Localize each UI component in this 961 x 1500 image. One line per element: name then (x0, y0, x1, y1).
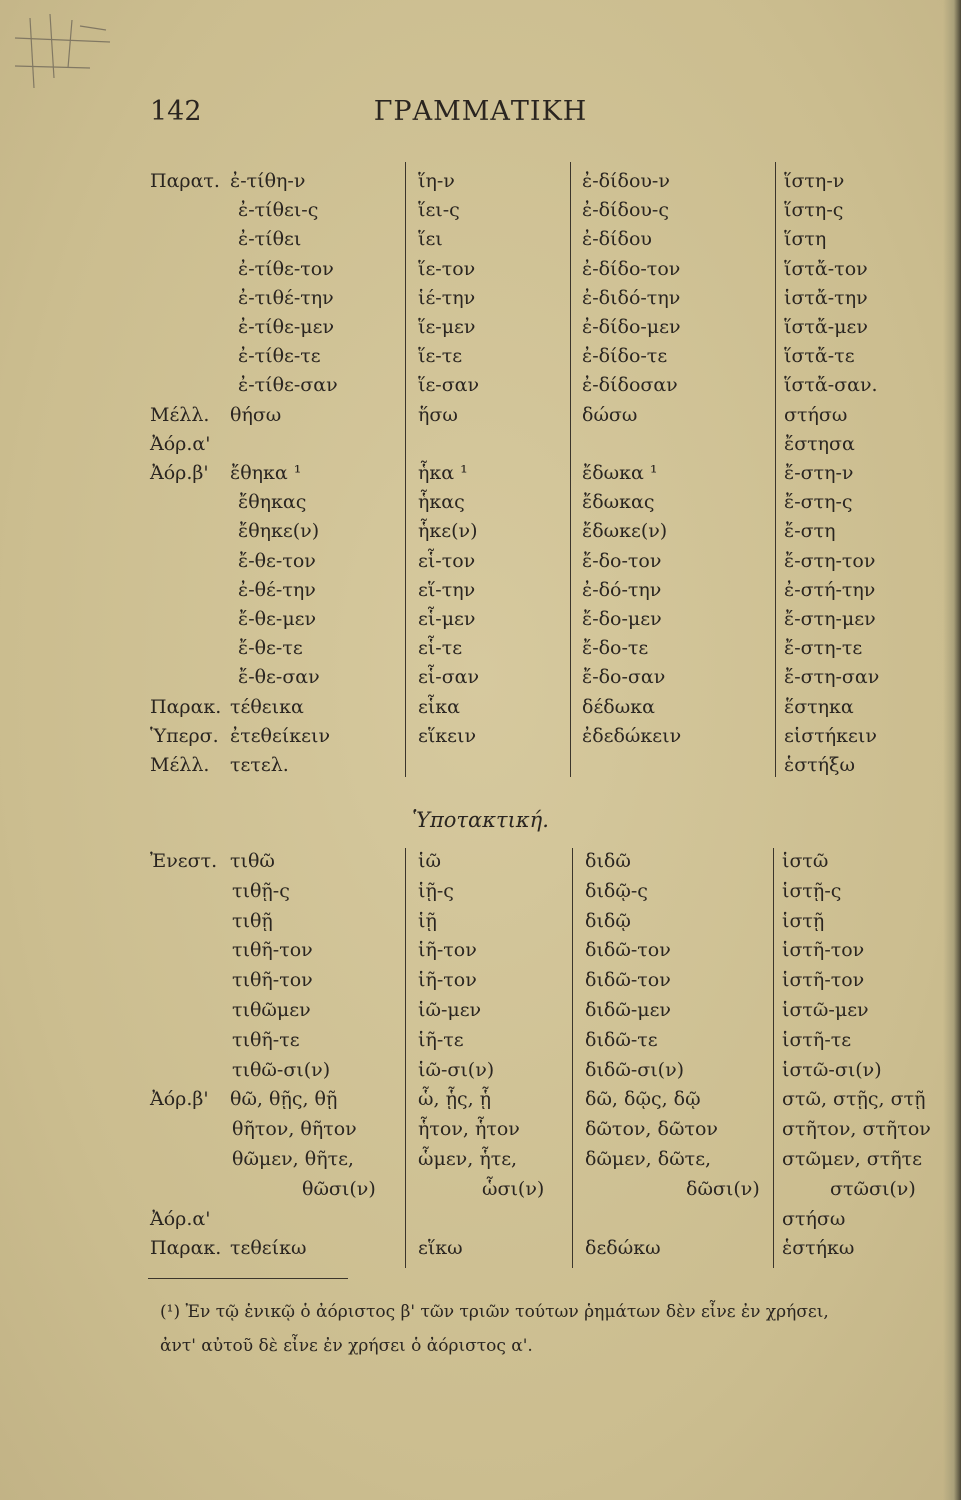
form-cell-col4: στήσω (782, 1207, 846, 1230)
page-title: ΓΡΑΜΜΑΤΙΚΗ (373, 96, 588, 127)
form-cell-col1: ἐ-θέ-την (238, 578, 316, 601)
form-cell-col4: ἱστῶ-μεν (782, 999, 869, 1021)
form-cell-col4: ἱστῇ (782, 909, 825, 932)
form-cell-col2: ἧκε(ν) (418, 520, 478, 543)
form-cell-col1: ἔ-θε-μεν (238, 608, 317, 630)
form-cell-col2: ἱῶ-σι(ν) (418, 1058, 495, 1081)
form-cell-col4: ἔ-στη (784, 520, 836, 543)
form-cell-col4: ἱστῆ-τον (782, 939, 865, 962)
column-divider (405, 162, 406, 777)
form-cell-col1: ἐ-τιθέ-την (238, 286, 334, 309)
form-cell-col2: ἵε-σαν (418, 374, 480, 397)
form-cell-col3: διδῶ-τε (585, 1028, 658, 1051)
form-cell-col2: ἵε-μεν (418, 316, 476, 338)
form-cell-col1: τετελ. (230, 754, 289, 776)
form-cell-col3: ἐδεδώκειν (582, 724, 682, 747)
form-cell-col1: τιθῇ (232, 909, 273, 932)
form-cell-col1: ἔ-θε-τον (238, 549, 316, 572)
form-cell-col1: θῶμεν, θῆτε, (232, 1148, 354, 1170)
form-cell-col2: ἵει (418, 228, 443, 251)
form-cell-col2: ἵε-τε (418, 345, 463, 368)
form-cell-col4: ἱστἄ-την (784, 286, 868, 309)
form-cell-col1: τιθῶ (230, 850, 275, 872)
form-cell-col4: ἔ-στη-τε (784, 637, 863, 660)
form-cell-col4: ἱστῇ-ς (782, 879, 842, 902)
row-label: Ἀόρ.α' (150, 1207, 211, 1230)
form-cell-col1: τιθῇ-ς (232, 879, 290, 902)
form-cell-col4: ἵστἄ-τε (784, 345, 855, 368)
form-cell-col3: δέδωκα (582, 695, 655, 718)
form-cell-col1: ἔθηκε(ν) (238, 520, 320, 543)
form-cell-col2: ἧκας (418, 491, 465, 514)
form-cell-col1: τιθῶμεν (232, 999, 311, 1021)
column-divider (570, 162, 571, 777)
form-cell-col3: διδῶ (585, 850, 631, 872)
form-cell-col3: ἐ-δίδοσαν (582, 374, 678, 397)
form-cell-col3: ἐ-δό-την (582, 578, 662, 601)
row-label: Παρακ. (150, 695, 222, 718)
form-cell-col4: στῶσι(ν) (830, 1177, 916, 1200)
form-cell-col1: τιθῆ-τε (232, 1028, 300, 1051)
form-cell-col1: ἐ-τίθη-ν (230, 170, 306, 192)
form-cell-col2: εἷ-τε (418, 637, 463, 660)
form-cell-col1: τιθῆ-τον (232, 969, 313, 992)
form-cell-col1: θῆτον, θῆτον (232, 1118, 357, 1141)
form-cell-col1: ἔ-θε-τε (238, 637, 303, 660)
form-cell-col2: εἵκειν (418, 724, 477, 747)
row-label: Παρατ. (150, 170, 220, 192)
form-cell-col2: εἷ-σαν (418, 666, 480, 689)
form-cell-col1: ἐ-τίθει-ς (238, 199, 319, 222)
form-cell-col3: ἔδωκε(ν) (582, 520, 668, 543)
form-cell-col3: ἔδωκας (582, 491, 655, 514)
form-cell-col4: ἱστῶ-σι(ν) (782, 1058, 882, 1081)
form-cell-col2: ἱῆ-τον (418, 969, 477, 992)
pencil-mark-icon (10, 8, 120, 98)
form-cell-col4: στήσω (784, 403, 848, 426)
row-label: Ἀόρ.β' (150, 462, 209, 484)
form-cell-col4: ἵστη (784, 228, 827, 251)
form-cell-col1: ἐ-τίθει (238, 228, 302, 251)
page-edge-shadow (943, 0, 961, 1500)
form-cell-col3: ἔ-δο-σαν (582, 666, 666, 689)
footnote-rule (148, 1278, 348, 1279)
form-cell-col3: διδῷ-ς (585, 879, 648, 902)
form-cell-col4: ἔστησα (784, 432, 855, 455)
form-cell-col1: ἐ-τίθε-τον (238, 257, 334, 280)
form-cell-col2: ἱέ-την (418, 286, 476, 309)
form-cell-col1: ἐ-τίθε-μεν (238, 316, 335, 338)
form-cell-col1: ἐτεθείκειν (230, 724, 331, 747)
form-cell-col2: ἱῆ-τε (418, 1028, 464, 1051)
form-cell-col4: ἵστἄ-μεν (784, 316, 868, 338)
form-cell-col2: ἵε-τον (418, 257, 476, 280)
form-cell-col3: δῶτον, δῶτον (585, 1118, 718, 1141)
form-cell-col2: εἵ-την (418, 578, 476, 601)
form-cell-col2: ἧτον, ἧτον (418, 1118, 520, 1141)
form-cell-col2: ἧκα ¹ (418, 462, 468, 484)
footnote-line-1: (¹) Ἐν τῷ ἑνικῷ ὁ ἀόριστος β' τῶν τριῶν τούτων ῥημάτων δὲν εἶνε ἐν χρήσει, (160, 1302, 829, 1322)
form-cell-col4: ἑστήξω (784, 754, 856, 776)
form-cell-col1: θῶ, θῇς, θῇ (230, 1088, 338, 1111)
form-cell-col4: ἔ-στη-μεν (784, 608, 876, 630)
form-cell-col4: ἔ-στη-ν (784, 462, 854, 484)
form-cell-col1: ἐ-τίθε-σαν (238, 374, 338, 397)
form-cell-col3: δῶσι(ν) (686, 1177, 760, 1200)
form-cell-col3: ἐ-δίδου-ς (582, 199, 669, 222)
form-cell-col1: τέθεικα (230, 695, 304, 718)
form-cell-col3: ἐ-δίδο-μεν (582, 316, 681, 338)
row-label: Μέλλ. (150, 754, 210, 776)
form-cell-col3: ἔ-δο-τε (582, 637, 649, 660)
form-cell-col4: ἵστη-ς (784, 199, 844, 222)
form-cell-col2: ὧσι(ν) (482, 1177, 545, 1200)
form-cell-col2: ἱῆ-τον (418, 939, 477, 962)
form-cell-col1: θῶσι(ν) (302, 1177, 376, 1200)
form-cell-col4: ἑστήκω (782, 1237, 855, 1260)
form-cell-col3: ἐ-δίδο-τε (582, 345, 668, 368)
form-cell-col2: εἷκα (418, 695, 460, 718)
form-cell-col2: ὧμεν, ἧτε, (418, 1148, 518, 1170)
form-cell-col4: ἱστῆ-τε (782, 1028, 852, 1051)
form-cell-col2: εἵκω (418, 1237, 463, 1260)
form-cell-col3: δώσω (582, 403, 638, 426)
row-label: Ἀόρ.β' (150, 1088, 209, 1111)
form-cell-col3: διδῷ (585, 909, 631, 932)
form-cell-col3: ἐ-δίδου (582, 228, 652, 251)
form-cell-col1: τεθείκω (230, 1237, 307, 1260)
row-label: Ἀόρ.α' (150, 432, 211, 455)
form-cell-col4: ἔ-στη-σαν (784, 666, 880, 689)
footnote-line-2: ἀντ' αὐτοῦ δὲ εἶνε ἐν χρήσει ὁ ἀόριστος α'. (160, 1336, 533, 1356)
form-cell-col3: δῶ, δῷς, δῷ (585, 1088, 701, 1111)
column-divider (572, 848, 573, 1268)
form-cell-col2: ἥσω (418, 403, 458, 426)
form-cell-col4: ἱστῆ-τον (782, 969, 865, 992)
form-cell-col4: ἔ-στη-τον (784, 549, 876, 572)
form-cell-col2: ἱῶ (418, 850, 441, 872)
row-label: Ἐνεστ. (150, 850, 218, 872)
form-cell-col1: τιθῆ-τον (232, 939, 313, 962)
form-cell-col2: ἵη-ν (418, 170, 455, 192)
page-number: 142 (150, 96, 202, 127)
column-divider (775, 162, 776, 777)
form-cell-col4: εἱστήκειν (784, 724, 877, 747)
column-divider (773, 848, 774, 1268)
form-cell-col3: ἔδωκα ¹ (582, 462, 658, 484)
form-cell-col3: ἐ-διδό-την (582, 286, 681, 309)
row-label: Ὑπερσ. (150, 724, 219, 747)
form-cell-col3: ἔ-δο-μεν (582, 608, 662, 630)
form-cell-col4: ἔ-στη-ς (784, 491, 853, 514)
form-cell-col1: ἔθηκας (238, 491, 307, 514)
form-cell-col4: ἵστη-ν (784, 170, 845, 192)
form-cell-col2: εἷ-τον (418, 549, 476, 572)
form-cell-col3: διδῶ-τον (585, 939, 671, 962)
row-label: Μέλλ. (150, 403, 210, 426)
form-cell-col3: διδῶ-μεν (585, 999, 671, 1021)
form-cell-col1: ἔ-θε-σαν (238, 666, 320, 689)
form-cell-col4: ἕστηκα (784, 695, 854, 718)
form-cell-col3: διδῶ-σι(ν) (585, 1058, 685, 1081)
form-cell-col2: ἱῇ (418, 909, 437, 932)
form-cell-col4: στῶ, στῇς, στῇ (782, 1088, 926, 1111)
form-cell-col4: ἵστἄ-τον (784, 257, 868, 280)
form-cell-col4: στῶμεν, στῆτε (782, 1148, 923, 1170)
form-cell-col2: εἷ-μεν (418, 608, 476, 630)
form-cell-col1: ἐ-τίθε-τε (238, 345, 321, 368)
form-cell-col3: ἔ-δο-τον (582, 549, 662, 572)
form-cell-col4: στῆτον, στῆτον (782, 1118, 931, 1141)
column-divider (405, 848, 406, 1268)
form-cell-col3: δῶμεν, δῶτε, (585, 1148, 712, 1170)
form-cell-col3: ἐ-δίδου-ν (582, 170, 670, 192)
form-cell-col4: ἐ-στή-την (784, 578, 876, 601)
form-cell-col3: δεδώκω (585, 1237, 661, 1260)
form-cell-col1: θήσω (230, 403, 282, 426)
form-cell-col1: τιθῶ-σι(ν) (232, 1058, 331, 1081)
form-cell-col1: ἔθηκα ¹ (230, 462, 302, 484)
form-cell-col3: ἐ-δίδο-τον (582, 257, 681, 280)
form-cell-col3: διδῶ-τον (585, 969, 671, 992)
form-cell-col2: ὧ, ᾗς, ᾗ (418, 1088, 492, 1111)
row-label: Παρακ. (150, 1237, 222, 1260)
subjunctive-heading: Ὑποτακτική. (412, 808, 549, 832)
form-cell-col2: ἱῇ-ς (418, 879, 454, 902)
form-cell-col2: ἵει-ς (418, 199, 460, 222)
form-cell-col2: ἱῶ-μεν (418, 999, 482, 1021)
form-cell-col4: ἵστἄ-σαν. (784, 374, 878, 397)
form-cell-col4: ἱστῶ (782, 850, 829, 872)
